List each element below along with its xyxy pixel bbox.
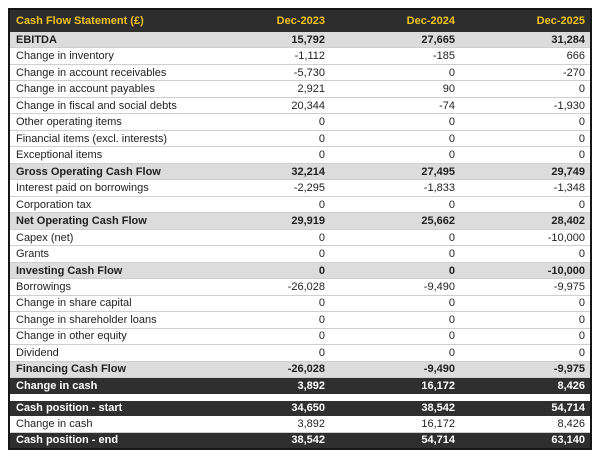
value-dec-2025: 0 xyxy=(578,346,585,359)
table-row xyxy=(10,263,590,279)
value-dec-2023: 3,892 xyxy=(297,379,325,392)
row-label: Change in share capital xyxy=(16,297,132,310)
row-label: Change in fiscal and social debts xyxy=(16,99,177,112)
value-dec-2024: -9,490 xyxy=(423,363,455,376)
value-dec-2024: 0 xyxy=(448,66,455,79)
table-row xyxy=(10,164,590,180)
value-dec-2025: -270 xyxy=(562,66,585,79)
table-row xyxy=(10,213,590,229)
row-label: Investing Cash Flow xyxy=(16,264,123,277)
value-dec-2025: 8,426 xyxy=(557,417,585,430)
value-dec-2024: 0 xyxy=(448,132,455,145)
table-row xyxy=(10,246,590,262)
table-row xyxy=(10,32,590,48)
table-row xyxy=(10,48,590,64)
table-row xyxy=(10,98,590,114)
value-dec-2024: 0 xyxy=(448,116,455,129)
value-dec-2025: 8,426 xyxy=(557,379,585,392)
value-dec-2023: 0 xyxy=(318,313,325,326)
table-row xyxy=(10,433,590,448)
table-header-row xyxy=(10,10,590,32)
row-label: Change in account payables xyxy=(16,83,155,96)
value-dec-2024: 54,714 xyxy=(421,434,455,447)
value-dec-2025: -1,930 xyxy=(553,99,585,112)
row-label: Change in cash xyxy=(16,379,98,392)
row-label: Financing Cash Flow xyxy=(16,363,127,376)
value-dec-2025: 0 xyxy=(578,149,585,162)
value-dec-2023: 20,344 xyxy=(291,99,325,112)
value-dec-2024: 90 xyxy=(442,83,455,96)
row-label: Financial items (excl. interests) xyxy=(16,132,167,145)
row-label: Borrowings xyxy=(16,281,72,293)
value-dec-2023: 32,214 xyxy=(291,165,325,178)
value-dec-2025: 0 xyxy=(578,116,585,129)
value-dec-2023: -26,028 xyxy=(287,281,325,293)
value-dec-2025: 31,284 xyxy=(551,33,585,46)
row-label: Change in inventory xyxy=(16,50,114,63)
value-dec-2023: 0 xyxy=(318,346,325,359)
value-dec-2025: 0 xyxy=(578,313,585,326)
table-row xyxy=(10,197,590,213)
value-dec-2025: 0 xyxy=(578,83,585,96)
value-dec-2025: 63,140 xyxy=(551,434,585,447)
value-dec-2025: 28,402 xyxy=(551,215,585,228)
value-dec-2024: 0 xyxy=(448,264,455,277)
table-row xyxy=(10,362,590,378)
value-dec-2023: 3,892 xyxy=(297,417,325,430)
value-dec-2024: 16,172 xyxy=(421,379,455,392)
value-dec-2024: -74 xyxy=(439,99,455,112)
table-row xyxy=(10,296,590,312)
row-label: Net Operating Cash Flow xyxy=(16,215,147,228)
table-row xyxy=(10,312,590,328)
value-dec-2024: 0 xyxy=(448,297,455,310)
value-dec-2025: -9,975 xyxy=(553,363,585,376)
value-dec-2025: 0 xyxy=(578,132,585,145)
value-dec-2024: 0 xyxy=(448,248,455,261)
table-row xyxy=(10,65,590,81)
value-dec-2025: 29,749 xyxy=(551,165,585,178)
row-label: Exceptional items xyxy=(16,149,103,162)
value-dec-2024: 0 xyxy=(448,231,455,244)
value-dec-2024: 0 xyxy=(448,330,455,343)
value-dec-2023: 29,919 xyxy=(291,215,325,228)
table-row xyxy=(10,378,590,393)
column-header-dec-2024: Dec-2024 xyxy=(406,15,455,27)
row-label: Corporation tax xyxy=(16,198,92,211)
row-label: Change in account receivables xyxy=(16,66,167,79)
table-row xyxy=(10,114,590,130)
value-dec-2025: 0 xyxy=(578,248,585,261)
value-dec-2024: 38,542 xyxy=(421,402,455,415)
row-label: Change in shareholder loans xyxy=(16,313,157,326)
row-label: Gross Operating Cash Flow xyxy=(16,165,161,178)
value-dec-2023: 15,792 xyxy=(291,33,325,46)
row-label: Dividend xyxy=(16,346,59,359)
value-dec-2025: -10,000 xyxy=(547,231,585,244)
row-label: Other operating items xyxy=(16,116,122,129)
value-dec-2023: 0 xyxy=(318,248,325,261)
value-dec-2025: 0 xyxy=(578,297,585,310)
row-label: Interest paid on borrowings xyxy=(16,182,149,195)
value-dec-2024: 0 xyxy=(448,313,455,326)
value-dec-2023: 0 xyxy=(318,132,325,145)
table-row xyxy=(10,180,590,196)
value-dec-2024: -9,490 xyxy=(423,281,455,293)
value-dec-2025: -1,348 xyxy=(553,182,585,195)
value-dec-2023: 0 xyxy=(318,297,325,310)
value-dec-2023: 0 xyxy=(318,116,325,129)
table-row xyxy=(10,416,590,432)
column-header-dec-2025: Dec-2025 xyxy=(536,15,585,27)
value-dec-2025: -9,975 xyxy=(553,281,585,293)
table-row xyxy=(10,345,590,361)
value-dec-2023: 0 xyxy=(318,231,325,244)
value-dec-2025: 666 xyxy=(566,50,585,63)
value-dec-2024: 0 xyxy=(448,346,455,359)
value-dec-2023: -1,112 xyxy=(294,50,325,63)
value-dec-2024: -185 xyxy=(432,50,455,63)
value-dec-2023: -5,730 xyxy=(293,66,325,79)
value-dec-2024: 16,172 xyxy=(421,417,455,430)
table-row xyxy=(10,81,590,97)
row-label: Change in cash xyxy=(16,417,93,430)
value-dec-2023: 34,650 xyxy=(291,402,325,415)
table-row xyxy=(10,147,590,163)
row-label: Cash position - start xyxy=(16,402,123,415)
value-dec-2025: 54,714 xyxy=(551,402,585,415)
row-label: Grants xyxy=(16,248,50,261)
value-dec-2024: 27,665 xyxy=(421,33,455,46)
row-label: Cash position - end xyxy=(16,434,119,447)
table-row xyxy=(10,401,590,416)
value-dec-2023: 0 xyxy=(318,198,325,211)
value-dec-2024: 0 xyxy=(448,198,455,211)
table-row xyxy=(10,131,590,147)
row-label: Capex (net) xyxy=(16,231,74,244)
table-row xyxy=(10,279,590,295)
section-gap xyxy=(10,394,590,401)
cash-flow-table xyxy=(8,8,592,450)
row-label: EBITDA xyxy=(16,33,57,46)
value-dec-2025: 0 xyxy=(578,330,585,343)
value-dec-2025: 0 xyxy=(578,198,585,211)
row-label: Change in other equity xyxy=(16,330,127,343)
value-dec-2023: 0 xyxy=(318,149,325,162)
value-dec-2023: 38,542 xyxy=(291,434,325,447)
table-row xyxy=(10,230,590,246)
value-dec-2023: -26,028 xyxy=(287,363,325,376)
table-title: Cash Flow Statement (£) xyxy=(16,15,144,27)
column-header-dec-2023: Dec-2023 xyxy=(276,15,325,27)
value-dec-2023: 0 xyxy=(318,330,325,343)
value-dec-2024: 25,662 xyxy=(421,215,455,228)
value-dec-2024: -1,833 xyxy=(423,182,455,195)
value-dec-2024: 0 xyxy=(448,149,455,162)
value-dec-2023: 2,921 xyxy=(297,83,325,96)
value-dec-2023: 0 xyxy=(318,264,325,277)
value-dec-2024: 27,495 xyxy=(421,165,455,178)
value-dec-2023: -2,295 xyxy=(293,182,325,195)
value-dec-2025: -10,000 xyxy=(547,264,585,277)
table-row xyxy=(10,329,590,345)
